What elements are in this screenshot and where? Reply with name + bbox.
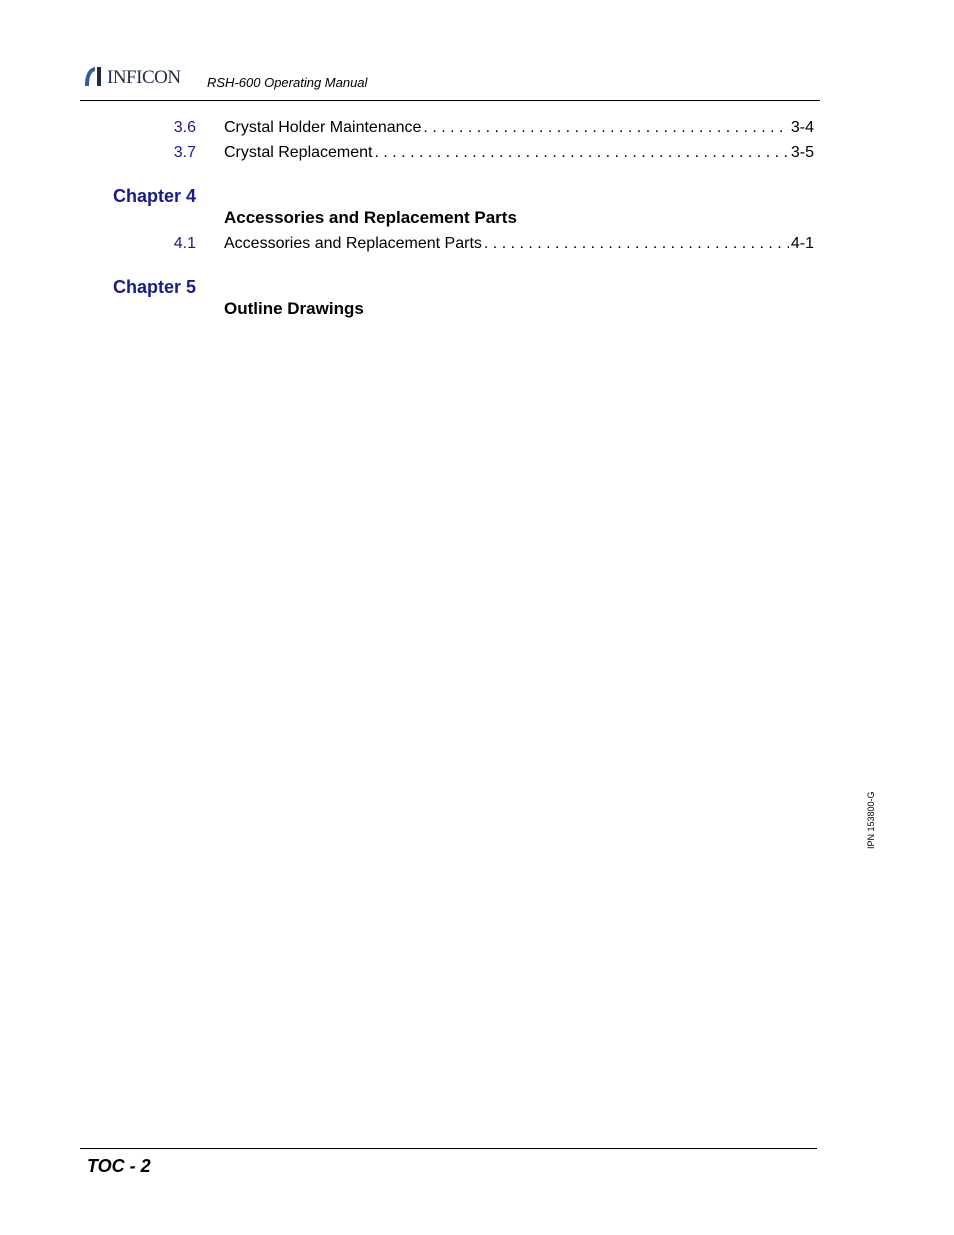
manual-title: RSH-600 Operating Manual [207, 75, 368, 90]
chapter-4-label[interactable]: Chapter 4 [112, 186, 196, 206]
toc-entry-title[interactable]: Crystal Replacement [224, 144, 373, 161]
toc-entry-3-7[interactable] [0, 143, 954, 163]
dot-leader [423, 118, 788, 138]
logo-text: INFICON [107, 67, 181, 88]
inficon-logo-icon [83, 64, 105, 88]
dot-leader [375, 143, 789, 163]
toc-entry-number[interactable]: 3.6 [173, 119, 196, 136]
toc-entry-line[interactable] [224, 143, 814, 163]
chapter-5-label[interactable]: Chapter 5 [112, 277, 196, 297]
toc-entry-number[interactable]: 4.1 [173, 235, 196, 252]
page-header [80, 60, 820, 101]
toc-entry-4-1[interactable] [0, 234, 954, 254]
toc-entry-title[interactable]: Crystal Holder Maintenance [224, 119, 422, 136]
footer-page-label: TOC - 2 [87, 1156, 151, 1176]
toc-entry-line[interactable] [224, 234, 814, 254]
dot-leader [484, 234, 789, 254]
toc-entry-page[interactable]: 4-1 [790, 235, 814, 252]
toc-entry-title[interactable]: Accessories and Replacement Parts [224, 235, 482, 252]
toc-entry-number[interactable]: 3.7 [173, 144, 196, 161]
toc-entry-3-6[interactable] [0, 118, 954, 138]
chapter-4-title[interactable]: Accessories and Replacement Parts [224, 208, 517, 227]
page-footer [80, 1148, 817, 1176]
inficon-logo [83, 62, 181, 88]
toc-entry-page[interactable]: 3-4 [790, 119, 814, 136]
ipn-side-note [866, 789, 880, 849]
toc-entry-page[interactable]: 3-5 [790, 144, 814, 161]
chapter-5-title[interactable]: Outline Drawings [224, 299, 364, 318]
ipn-text: IPN 153800-G [866, 791, 876, 849]
toc-entry-line[interactable] [224, 118, 814, 138]
